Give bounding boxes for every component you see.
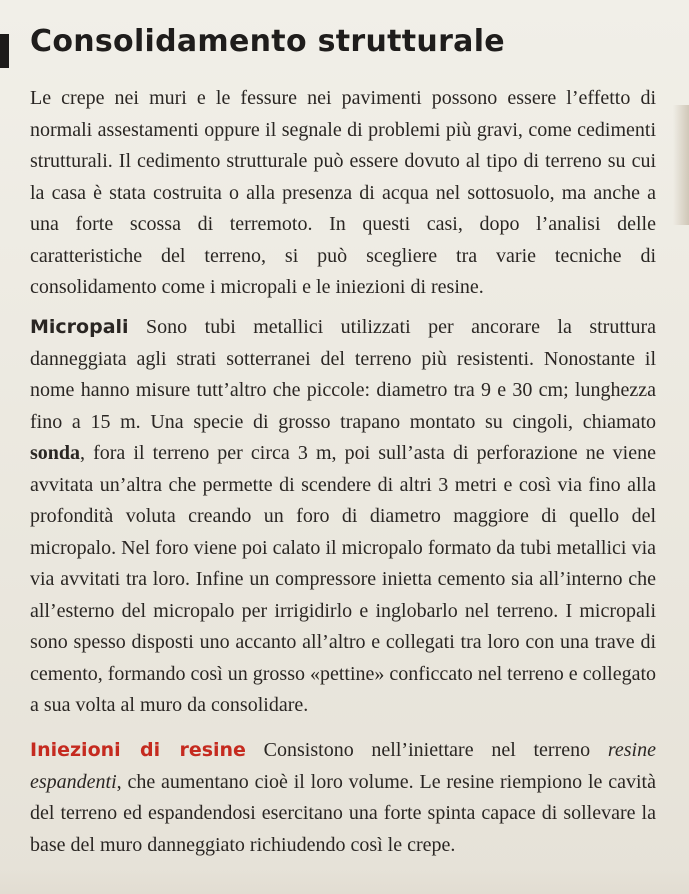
micropali-paragraph <box>30 312 656 722</box>
micropali-text-1: Sono tubi metallici utilizzati per ancorare la struttura danneggiata agli strati sotterranei del terreno più resistenti. Nonostante il nome hanno misure tutt’altro che piccole: diametro tra 9 e 30 cm; lunghezza fino a 15 m. Una specie di grosso trapano montato su cingoli, chiamato <box>30 316 656 433</box>
page-title: Consolidamento strutturale <box>30 24 505 59</box>
iniezioni-paragraph <box>30 735 656 861</box>
page-edge-shadow <box>673 105 689 225</box>
iniezioni-text-2: , che aumentano cioè il loro volume. Le resine riempiono le cavità del terreno ed espandendosi esercitano una forte spinta capace di sollevare la base del muro danneggiato richiudendo così le crepe. <box>30 770 656 856</box>
iniezioni-heading: Iniezioni di resine <box>30 739 246 761</box>
micropali-text-2: , fora il terreno per circa 3 m, poi sull’asta di perforazione ne viene avvitata un’altra che permette di scendere di altri 3 metri e così via fino alla profondità voluta creando un foro di diametro maggiore di quello del micropalo. Nel foro viene poi calato il micropalo formato da tubi metallici via via avvitati tra loro. Infine un compressore inietta cemento sia all’interno che all’esterno del micropalo per irrigidirlo e inglobarlo nel terreno. I micropali sono spesso disposti uno accanto all’altro e collegati tra loro con una trave di cemento, formando così un grosso «pettine» conficcato nel terreno e collegato a sua volta al muro da consolidare. <box>30 442 656 716</box>
resine-espandenti-term: resine espandenti <box>30 739 656 793</box>
micropali-heading: Micropali <box>30 316 129 338</box>
page-bottom-fade <box>0 866 689 894</box>
intro-paragraph: Le crepe nei muri e le fessure nei pavimenti possono essere l’effetto di normali assestamenti oppure il segnale di problemi più gravi, come cedimenti strutturali. Il cedimento strutturale può essere dovuto al tipo di terreno su cui la casa è stata costruita o alla presenza di acqua nel sottosuolo, ma anche a una forte scossa di terremoto. In questi casi, dopo l’analisi delle caratteristiche del terreno, si può scegliere tra varie tecniche di consolidamento come i micropali e le iniezioni di resine. <box>30 87 656 298</box>
sonda-term: sonda <box>30 442 81 464</box>
iniezioni-text-1: Consistono nell’iniettare nel terreno <box>245 739 608 761</box>
section-marker-bar <box>0 34 9 68</box>
